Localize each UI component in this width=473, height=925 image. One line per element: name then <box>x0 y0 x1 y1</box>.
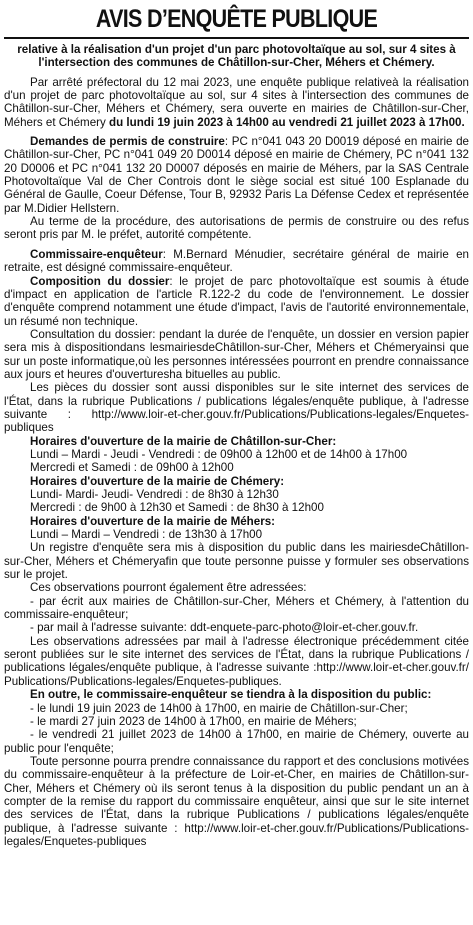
hours-chemery-line1: Lundi- Mardi- Jeudi- Vendredi : de 8h30 à 12h30 <box>30 488 279 501</box>
permanence-2: - le mardi 27 juin 2023 de 14h00 à 17h00, en mairie de Méhers; <box>30 714 357 728</box>
composition-text: : le projet de parc photovoltaïque est soumis à étude d'impact en application de l'article R.122-2 du code de l'environnement. Le dossier d'enquête comprend notamment une étude d'impact, l'avis de l'autorité environnementale, un résumé non technique. <box>4 274 469 328</box>
hours-mehers-title: Horaires d'ouverture de la mairie de Méhers: <box>30 514 276 528</box>
hours-chatillon-title-text: Horaires d'ouverture de la mairie de Châtillon-sur-Cher <box>30 434 333 448</box>
observations-intro: Ces observations pourront également être adressées: <box>30 581 307 595</box>
hours-chemery-title-text: Horaires d'ouverture de la mairie de Chémery <box>30 474 281 488</box>
observations-publication: Les observations adressées par mail à l'adresse électronique précédemment citée seront publiées sur le site internet des services de l'État, dans la rubrique Publications / publications légales/enquête publique, à l'adresse suivante :http://www.loir-et-cher.gouv.fr/ Publications/Publications-legales/Enquetes-publiques. <box>4 634 469 688</box>
hours-chatillon-title: Horaires d'ouverture de la mairie de Châtillon-sur-Cher: <box>30 434 337 448</box>
hours-chemery-line2: Mercredi : de 9h00 à 12h30 et Samedi : de 8h30 à 12h00 <box>30 501 324 515</box>
commissaire-text: : M.Bernard Ménudier, secrétaire général de mairie en retraite, est désigné commissaire-enquêteur. <box>4 247 469 275</box>
permis-paragraph <box>4 135 469 215</box>
intro-dates: du lundi 19 juin 2023 à 14h00 au vendredi 21 juillet 2023 à 17h00. <box>109 115 465 129</box>
intro-text: Par arrêté préfectoral du 12 mai 2023, une enquête publique relativeà la réalisation d'un projet de parc photovoltaïque au sol, sur 4 sites à l'intersection des communes de Châtillon-sur-Cher, Méhers et Chémery, sera ouverte en mairies de Châtillon-sur-Cher, Méhers et Chémery <box>4 75 469 129</box>
composition-paragraph <box>4 275 469 328</box>
rapport-paragraph: Toute personne pourra prendre connaissance du rapport et des conclusions motivées du commissaire-enquêteur à la préfecture de Loir-et-Cher, en mairies de Châtillon-sur-Cher, Méhers et Chémery où ils seront tenus à la disposition du public pendant un an à compter de la remise du rapport du commissaire enquêteur, ainsi que sur le site internet des services de l'État, dans la rubrique Publications / publications légales/enquête publique, à l'adresse suivante : http://www.loir-et-cher.gouv.fr/Publications/Publications-legales/Enquetes-publiques <box>4 754 469 848</box>
hours-chemery-title: Horaires d'ouverture de la mairie de Chémery: <box>30 474 285 488</box>
observations-ecrit: - par écrit aux mairies de Châtillon-sur-Cher, Méhers et Chémery, à l'attention du commissaire-enquêteur; <box>4 594 469 622</box>
title-rule <box>4 37 469 39</box>
consultation-paragraph: Consultation du dossier: pendant la durée de l'enquête, un dossier en version papier sera mis à dispositiondans lesmairiesdeChâtillon-sur-Cher, Méhers et Chémeryainsi que sur un poste informatique,où les personnes intéressées pourront en prendre connaissance aux jours et heures d'ouverturesha bituelles au public. <box>4 327 469 381</box>
hours-mehers-title-text: Horaires d'ouverture de la mairie de Méhers <box>30 514 272 528</box>
opening-hours <box>4 435 469 542</box>
permanences-title-text: En outre, le commissaire-enquêteur se tiendra à la disposition du public: <box>30 688 432 702</box>
notice-subtitle: relative à la réalisation d'un projet d'un parc photovoltaïque au sol, sur 4 sites à l'intersection des communes de Châtillon-sur-Cher, Méhers et Chémery. <box>17 43 456 70</box>
permanence-1: - le lundi 19 juin 2023 de 14h00 à 17h00, en mairie de Châtillon-sur-Cher; <box>30 701 408 715</box>
hours-chatillon-line2: Mercredi et Samedi : de 09h00 à 12h00 <box>30 461 234 475</box>
commissaire-label: Commissaire-enquêteur <box>30 247 163 261</box>
permis-text: : PC n°041 043 20 D0019 déposé en mairie de Châtillon-sur-Cher, PC n°041 049 20 D0014 déposé en mairie de Chémery, PC n°041 132 20 D0006 et PC n°041 132 20 D0007 déposés en mairie de Méhers, par la SAS Centrale Photovoltaïque Val de Cher Controis dont le siège social est situé 100 Esplanade du Général de Gaulle, Coeur Défense, Tour B, 92932 Paris La Défense Cedex et représentée par M.Didier Hellstern. <box>4 135 470 215</box>
permis-label: Demandes de permis de construire <box>30 135 225 149</box>
permanence-3: - le vendredi 21 juillet 2023 de 14h00 à 17h00, en mairie de Chémery, ouverte au public pour l'enquête; <box>4 728 469 755</box>
permanences-title <box>4 688 469 701</box>
hours-mehers-line1: Lundi – Mardi – Vendredi : de 13h30 à 17h00 <box>30 528 263 542</box>
intro-paragraph <box>4 76 469 129</box>
pieces-paragraph: Les pièces du dossier sont aussi disponibles sur le site internet des services de l'État, dans la rubrique Publications / publications légales/enquête publique, à l'adresse suivante : http://www.loir-et-cher.gouv.fr/Publications/Publications-legales/Enquetes-publiques <box>4 381 469 435</box>
composition-label: Composition du dossier <box>30 274 170 288</box>
notice-title: AVIS D’ENQUÊTE PUBLIQUE <box>95 5 378 33</box>
registre-paragraph: Un registre d'enquête sera mis à disposition du public dans les mairiesdeChâtillon-sur-Cher, Méhers et Chémeryafin que toute personne puisse y formuler ses observations sur le projet. <box>4 541 469 582</box>
hours-chatillon-line1: Lundi – Mardi - Jeudi - Vendredi : de 09h00 à 12h00 et de 14h00 à 17h00 <box>30 447 408 461</box>
terme-paragraph: Au terme de la procédure, des autorisations de permis de construire ou des refus seront pris par M. le préfet, autorité compétente. <box>4 215 469 242</box>
commissaire-paragraph <box>4 248 469 275</box>
observations-mail: - par mail à l'adresse suivante: ddt-enquete-parc-photo@loir-et-cher.gouv.fr. <box>30 621 419 635</box>
